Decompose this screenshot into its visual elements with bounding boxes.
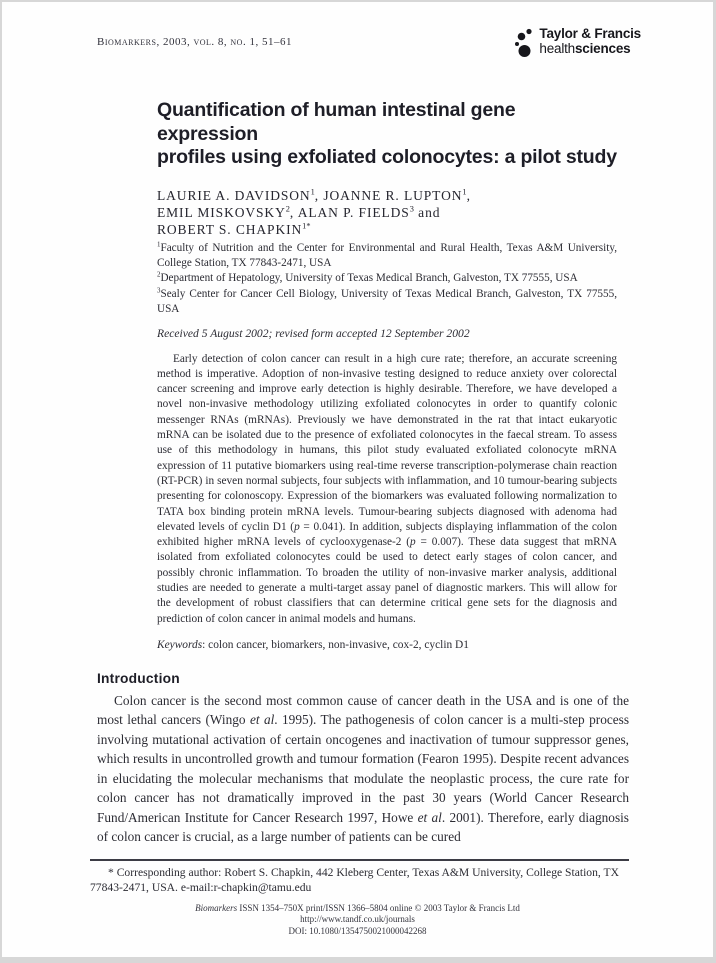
keywords: Keywords: colon cancer, biomarkers, non-invasive, cox-2, cyclin D1 bbox=[157, 638, 469, 651]
affiliation: $^2$Department of Hepatology, University of Texas Medical Branch, Galveston, TX 77555, USA bbox=[157, 270, 578, 285]
footnote-block bbox=[90, 859, 629, 895]
received-dates: Received 5 August 2002; revised form accepted 12 September 2002 bbox=[157, 326, 470, 340]
introduction-paragraph: Colon cancer is the second most common cause of cancer death in the USA and is one of the most lethal cancers (Wingo et al. 1995). The pathogenesis of colon cancer is a multi-step process involving mutational activation of certain oncogenes and inactivation of tumour suppressor genes, which results in uncontrolled growth and tumour formation (Fearon 1995). Despite recent advances in elucidating the molecular mechanisms that modulate the neoplastic process, the cure rate for colon cancer has not dramatically improved in the past 30 years (World Cancer Research Fund/American Institute for Cancer Research 1997, Howe et al. 2001). Therefore, early diagnosis of colon cancer is crucial, as a large number of patients can be cured bbox=[97, 692, 629, 845]
logo-line1: Taylor & Francis bbox=[539, 26, 641, 41]
logo-line2 bbox=[539, 41, 641, 56]
issn-line: Biomarkers ISSN 1354–750X print/ISSN 1366–5804 online © 2003 Taylor & Francis Ltd bbox=[195, 902, 520, 913]
taylor-francis-dots-icon bbox=[512, 27, 536, 59]
article-title-line2: profiles using exfoliated colonocytes: a pilot study bbox=[157, 146, 617, 168]
logo-text bbox=[539, 26, 641, 56]
front-matter bbox=[157, 99, 617, 651]
affiliation: $^1$Faculty of Nutrition and the Center for Environmental and Rural Health, Texas A&M University, College Station, TX 77843-2471, USA bbox=[157, 239, 617, 269]
author-line: ROBERT S. $CHAPKIN^{1*}$ bbox=[157, 221, 311, 237]
affiliation-list bbox=[157, 241, 617, 318]
page-header bbox=[97, 26, 641, 59]
publisher-imprint bbox=[2, 903, 713, 938]
author-list bbox=[157, 187, 617, 238]
author-line: LAURIE A. DAVIDSON$^1$, JOANNE R. LUPTON$^1$, bbox=[157, 187, 471, 203]
abstract: Early detection of colon cancer can result in a high cure rate; therefore, an accurate screening method is imperative. Adoption of non-invasive testing designed to reduce anxiety over colorectal cancer screening and improve early detection is highly desirable. Therefore, we have developed a novel non-invasive methodology utilizing exfoliated colonocytes in order to quantify colonic messenger RNAs (mRNAs). Previously we have demonstrated in the rat that intact eukaryotic mRNA can be isolated due to the presence of exfoliated colonocytes in the faecal stream. To assess use of this methodology in humans, this pilot study evaluated exfoliated colonocyte mRNA expression of 11 putative biomarkers using real-time reverse transcription-polymerase chain reaction (RT-PCR) in seven normal subjects, four subjects with inflammation, and 10 tumour-bearing subjects presenting for colonoscopy. Expression of the biomarkers was evaluated following normalization to TATA box binding protein mRNA levels. Tumour-bearing subjects diagnosed with adenoma had elevated levels of cyclin D1 (p = 0.041). In addition, subjects displaying inflammation of the colon exhibited higher mRNA levels of cyclooxygenase-2 (p = 0.007). These data suggest that mRNA isolated from exfoliated colonocytes could be used to detect early stages of colon cancer, and possibly chronic inflammation. To broaden the utility of non-invasive marker analysis, additional studies are needed to generate a multi-target assay panel of diagnostic markers. This will allow for the development of robust classifiers that can determine critical gene sets for the diagnosis and prediction of colon cancer in animal models and humans. bbox=[157, 352, 618, 625]
affiliation: $^3$Sealy Center for Cancer Cell Biology, University of Texas Medical Branch, Galveston, TX 77555, USA bbox=[157, 285, 617, 316]
introduction-heading: Introduction bbox=[97, 670, 180, 686]
doi-line: DOI: 10.1080/1354750021000042268 bbox=[288, 925, 427, 936]
logo-line2-regular: health bbox=[539, 41, 575, 56]
article-title-line1: Quantification of human intestinal gene expression bbox=[157, 99, 516, 145]
taylor-francis-logo bbox=[512, 26, 641, 59]
journal-citation: Biomarkers, 2003, vol. 8, no. 1, 51–61 bbox=[97, 36, 292, 48]
logo-line2-bold: sciences bbox=[575, 41, 631, 56]
author-line: EMIL MISKOVSKY$^2$, ALAN P. FIELDS$^3$ and bbox=[157, 204, 441, 220]
corresponding-author-footnote: * Corresponding author: Robert S. Chapkin, 442 Kleberg Center, Texas A&M University, College Station, TX 77843-2471, USA. e-mail:r-chapkin@tamu.edu bbox=[90, 865, 619, 894]
article-title bbox=[157, 99, 617, 170]
introduction-section bbox=[97, 671, 629, 847]
publisher-url: http://www.tandf.co.uk/journals bbox=[300, 914, 415, 924]
